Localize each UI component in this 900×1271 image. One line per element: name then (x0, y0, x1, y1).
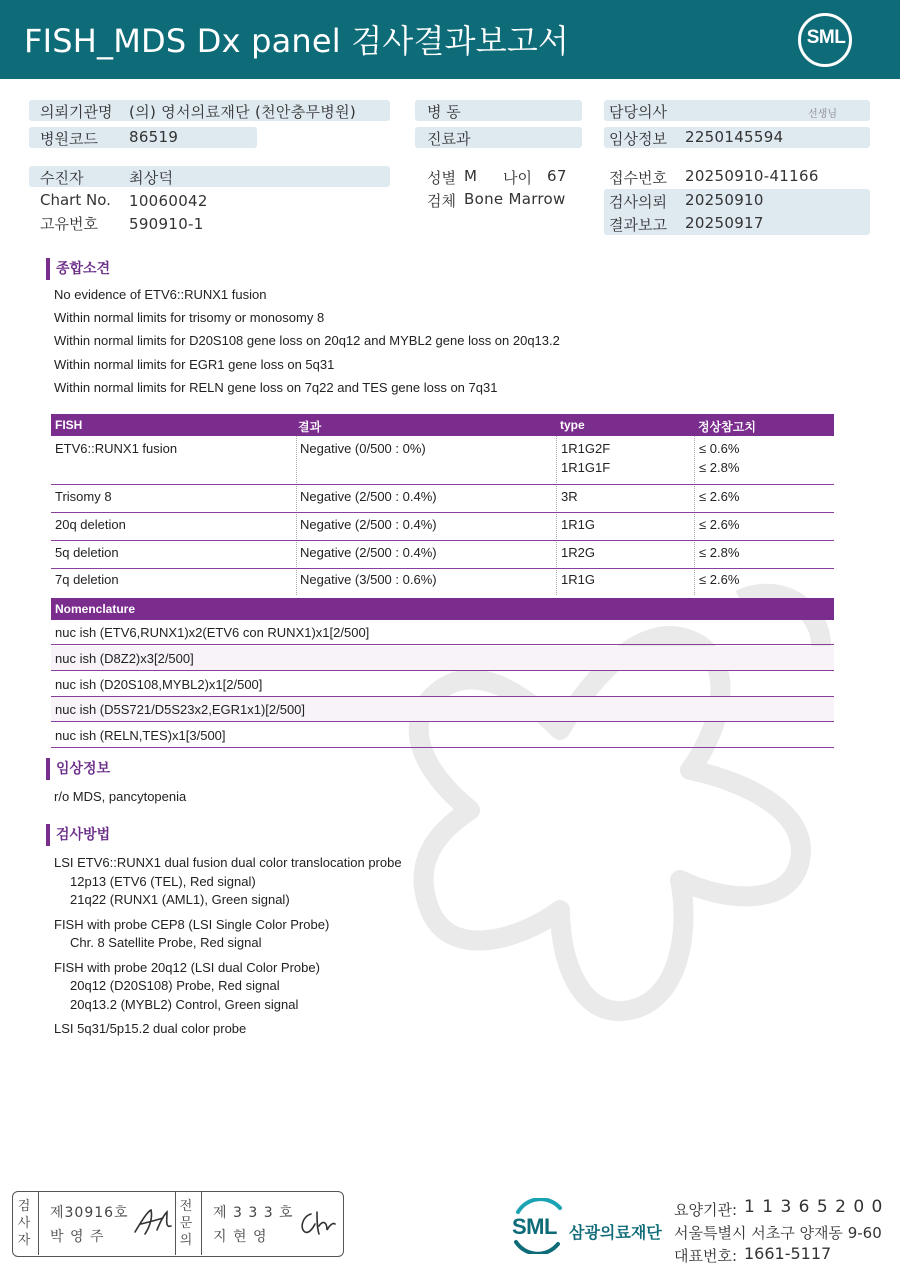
doctor-label: 담당의사 (609, 103, 667, 121)
request-label: 검사의뢰 (609, 193, 667, 211)
dept-label: 진료과 (427, 130, 471, 148)
col-fish: FISH (55, 418, 83, 432)
tester-license: 제30916호 (50, 1205, 129, 1221)
ref-cell: ≤ 2.6% (699, 572, 740, 587)
footer-org-name: 삼광의료재단 (569, 1223, 662, 1242)
type-cell: 1R1G2F (561, 441, 611, 456)
clinical-text: r/o MDS, pancytopenia (54, 789, 187, 804)
doctor-suffix: 선생님 (808, 109, 837, 120)
hospital-code-label: 병원코드 (40, 130, 98, 148)
receipt-value: 20250910-41166 (685, 167, 819, 185)
patient-value: 최상덕 (129, 169, 174, 187)
chart-value: 10060042 (129, 192, 208, 210)
receipt-label: 접수번호 (609, 169, 667, 187)
footer-code: 1 1 3 6 5 2 0 0 (744, 1197, 884, 1217)
age-value: 67 (547, 167, 567, 185)
footer-address: 서울특별시 서초구 양재동 9-60 (674, 1224, 882, 1242)
tester-name: 박 영 주 (50, 1229, 105, 1245)
fish-table-header (51, 414, 834, 436)
nomenclature-text: nuc ish (RELN,TES)x1[3/500] (55, 728, 226, 743)
summary-line: No evidence of ETV6::RUNX1 fusion (54, 287, 267, 302)
ref-cell: ≤ 0.6% (699, 441, 740, 456)
nomenclature-row (51, 697, 834, 722)
patient-label: 수진자 (40, 169, 84, 187)
nomenclature-text: nuc ish (D20S108,MYBL2)x1[2/500] (55, 677, 263, 692)
method-line: Chr. 8 Satellite Probe, Red signal (70, 935, 262, 950)
nomenclature-header (51, 598, 834, 620)
specialist-label-text: 전문의 (179, 1199, 193, 1248)
specimen-value: Bone Marrow (464, 190, 566, 208)
summary-line: Within normal limits for D20S108 gene loss on 20q12 and MYBL2 gene loss on 20q13.2 (54, 333, 560, 348)
result-cell: Negative (2/500 : 0.4%) (300, 489, 437, 504)
type-cell: 1R1G1F (561, 460, 611, 475)
id-label: 고유번호 (40, 215, 98, 233)
method-heading: 검사방법 (46, 824, 110, 846)
signature-box (12, 1191, 344, 1257)
summary-heading: 종합소견 (46, 258, 110, 280)
ref-cell: ≤ 2.8% (699, 545, 740, 560)
col-result: 결과 (298, 420, 322, 434)
summary-line: Within normal limits for RELN gene loss on 7q22 and TES gene loss on 7q31 (54, 380, 498, 395)
nomenclature-row (51, 620, 834, 645)
report-title: FISH_MDS Dx panel 검사결과보고서 (24, 22, 570, 60)
col-type: type (560, 418, 585, 432)
report-date-value: 20250917 (685, 214, 764, 232)
nomenclature-text: nuc ish (ETV6,RUNX1)x2(ETV6 con RUNX1)x1[2/500] (55, 625, 370, 640)
method-line: LSI 5q31/5p15.2 dual color probe (54, 1021, 247, 1036)
ward-label: 병 동 (427, 103, 461, 121)
type-cell: 1R1G (561, 517, 595, 532)
clinical-value: 2250145594 (685, 128, 784, 146)
id-value: 590910-1 (129, 215, 204, 233)
chart-label: Chart No. (40, 191, 111, 209)
fish-cell: 20q deletion (55, 517, 126, 532)
result-cell: Negative (0/500 : 0%) (300, 441, 426, 456)
footer-logo-text: SML (512, 1214, 557, 1239)
fish-cell: 7q deletion (55, 572, 119, 587)
result-cell: Negative (3/500 : 0.6%) (300, 572, 437, 587)
ref-cell: ≤ 2.6% (699, 489, 740, 504)
specialist-signature-icon (295, 1206, 339, 1240)
footer-phone: 1661-5117 (744, 1244, 832, 1263)
nomenclature-heading: Nomenclature (55, 602, 136, 616)
fish-cell: Trisomy 8 (55, 489, 112, 504)
col-ref: 정상참고치 (698, 420, 756, 434)
hospital-code-value: 86519 (129, 128, 179, 146)
type-cell: 3R (561, 489, 578, 504)
method-line: FISH with probe 20q12 (LSI dual Color Probe) (54, 960, 320, 975)
summary-line: Within normal limits for EGR1 gene loss on 5q31 (54, 357, 335, 372)
age-label: 나이 (503, 169, 532, 187)
sex-label: 성별 (427, 169, 456, 187)
nomenclature-row (51, 723, 834, 748)
footer-phone-label: 대표번호: (674, 1247, 738, 1265)
footer-code-label: 요양기관: (674, 1201, 738, 1219)
ref-cell: ≤ 2.8% (699, 460, 740, 475)
specialist-label (179, 1198, 195, 1249)
ref-cell: ≤ 2.6% (699, 517, 740, 532)
logo-text: SML (806, 27, 846, 48)
nomenclature-text: nuc ish (D5S721/D5S23x2,EGR1x1)[2/500] (55, 702, 306, 717)
fish-cell: 5q deletion (55, 545, 119, 560)
specialist-license: 제 3 3 3 호 (213, 1205, 294, 1221)
nomenclature-row (51, 672, 834, 697)
specimen-label: 검체 (427, 192, 456, 210)
tester-label-text: 검사자 (17, 1199, 31, 1248)
method-line: 20q13.2 (MYBL2) Control, Green signal (70, 997, 299, 1012)
type-cell: 1R1G (561, 572, 595, 587)
method-line: 20q12 (D20S108) Probe, Red signal (70, 978, 280, 993)
nomenclature-text: nuc ish (D8Z2)x3[2/500] (55, 651, 194, 666)
specialist-name: 지 현 영 (213, 1229, 268, 1245)
nomenclature-row (51, 646, 834, 671)
type-cell: 1R2G (561, 545, 595, 560)
method-line: 12p13 (ETV6 (TEL), Red signal) (70, 874, 256, 889)
request-value: 20250910 (685, 191, 764, 209)
method-line: FISH with probe CEP8 (LSI Single Color Probe) (54, 917, 330, 932)
summary-line: Within normal limits for trisomy or monosomy 8 (54, 310, 325, 325)
result-cell: Negative (2/500 : 0.4%) (300, 545, 437, 560)
sml-logo-icon (798, 13, 852, 67)
tester-label (17, 1198, 33, 1249)
fish-cell: ETV6::RUNX1 fusion (55, 441, 178, 456)
institution-value: (의) 영서의료재단 (천안충무병원) (129, 103, 357, 121)
clinical-heading: 임상정보 (46, 758, 110, 780)
institution-label: 의뢰기관명 (40, 103, 113, 121)
report-header (0, 0, 900, 79)
clinical-label: 임상정보 (609, 130, 667, 148)
result-cell: Negative (2/500 : 0.4%) (300, 517, 437, 532)
sex-value: M (464, 167, 478, 185)
method-line: 21q22 (RUNX1 (AML1), Green signal) (70, 892, 290, 907)
tester-signature-icon (131, 1204, 175, 1238)
report-date-label: 결과보고 (609, 216, 667, 234)
method-line: LSI ETV6::RUNX1 dual fusion dual color translocation probe (54, 855, 402, 870)
